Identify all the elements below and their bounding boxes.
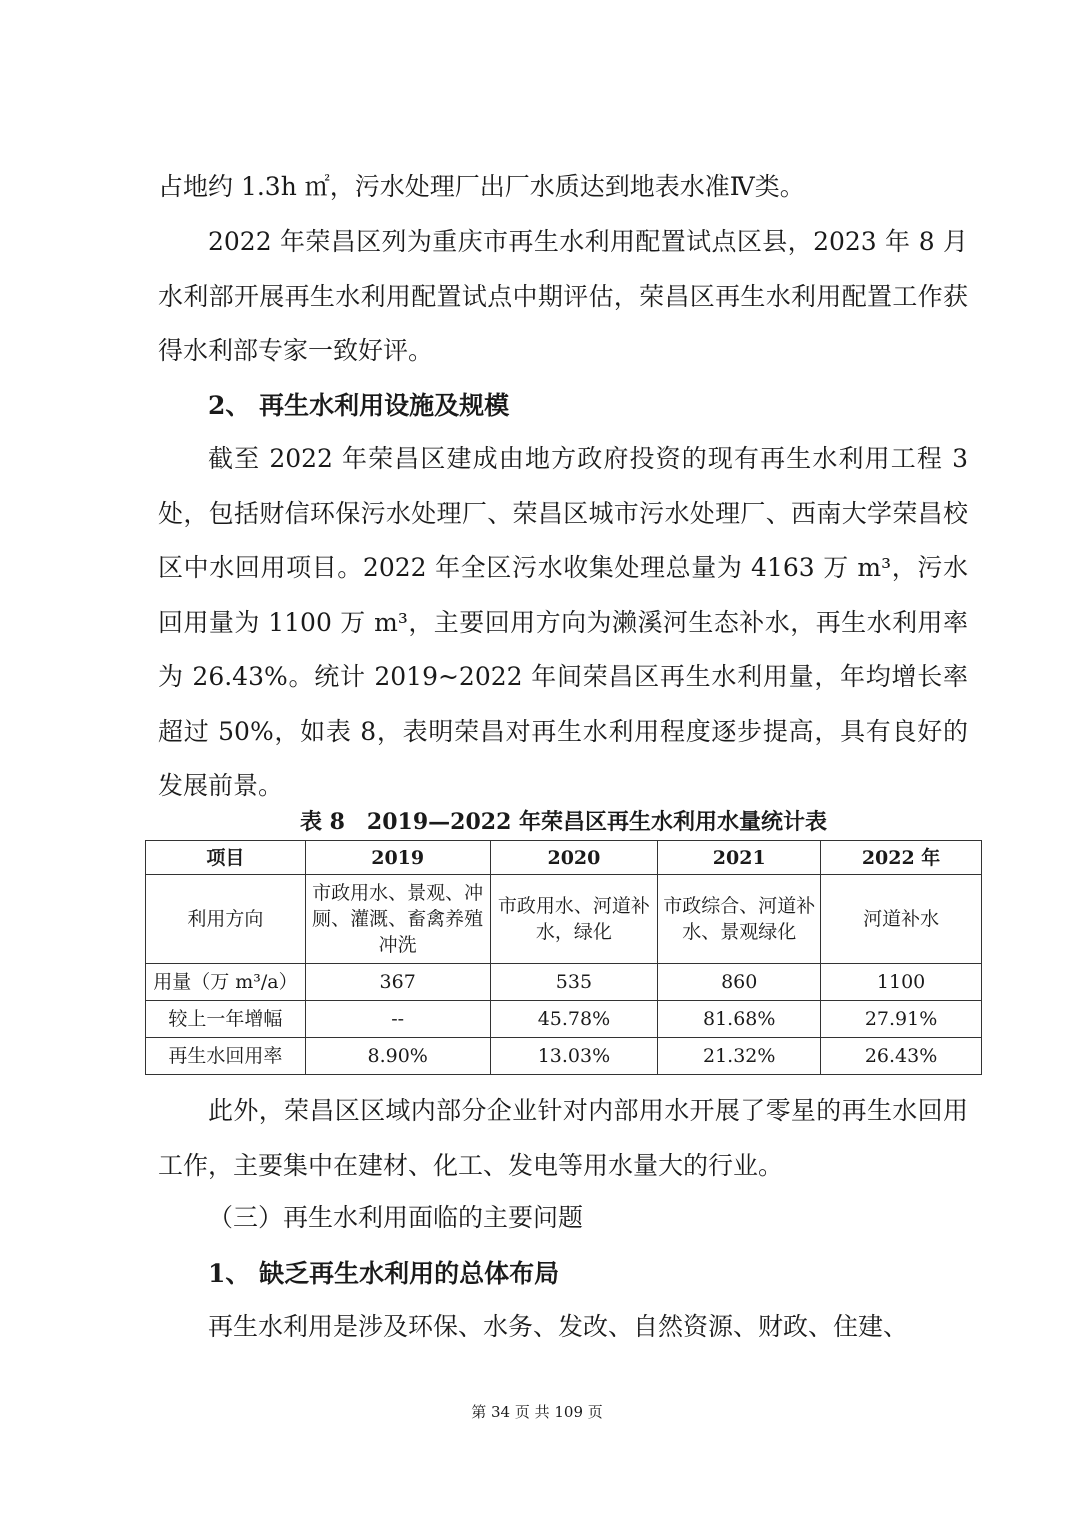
section-heading-layout: 1、 缺乏再生水利用的总体布局 bbox=[208, 1259, 560, 1288]
table-cell: 81.68% bbox=[658, 1001, 821, 1038]
table-cell: -- bbox=[305, 1001, 490, 1038]
table-cell: 45.78% bbox=[490, 1001, 658, 1038]
table-cell: 13.03% bbox=[490, 1038, 658, 1075]
paragraph-enterprise-reuse: 此外，荣昌区区域内部分企业针对内部用水开展了零星的再生水回用工作，主要集中在建材、化工、发电等用水量大的行业。 bbox=[158, 1096, 968, 1180]
paragraph-layout: 再生水利用是涉及环保、水务、发改、自然资源、财政、住建、 bbox=[208, 1312, 909, 1341]
reuse-stats-table bbox=[145, 840, 982, 1075]
table-cell: 利用方向 bbox=[146, 875, 306, 964]
table-cell: 较上一年增幅 bbox=[146, 1001, 306, 1038]
table-cell: 26.43% bbox=[821, 1038, 982, 1075]
table-header-cell: 2020 bbox=[490, 841, 658, 875]
paragraph-continuation: 占地约 1.3h ㎡，污水处理厂出厂水质达到地表水准Ⅳ类。 bbox=[158, 172, 805, 201]
table-row bbox=[146, 875, 982, 964]
table-cell: 535 bbox=[490, 964, 658, 1001]
table-cell: 河道补水 bbox=[821, 875, 982, 964]
table-cell: 8.90% bbox=[305, 1038, 490, 1075]
paragraph-pilot-county: 2022 年荣昌区列为重庆市再生水利用配置试点区县，2023 年 8 月水利部开展再生水利用配置试点中期评估，荣昌区再生水利用配置工作获得水利部专家一致好评。 bbox=[158, 227, 968, 365]
page-number: 第 34 页 共 109 页 bbox=[471, 1403, 603, 1421]
table-cell: 市政综合、河道补水、景观绿化 bbox=[658, 875, 821, 964]
table-header-cell: 2019 bbox=[305, 841, 490, 875]
table-header-row bbox=[146, 841, 982, 875]
table-cell: 367 bbox=[305, 964, 490, 1001]
table-row bbox=[146, 1038, 982, 1075]
table-cell: 市政用水、河道补水，绿化 bbox=[490, 875, 658, 964]
paragraph-facilities: 截至 2022 年荣昌区建成由地方政府投资的现有再生水利用工程 3 处，包括财信环保污水处理厂、荣昌区城市污水处理厂、西南大学荣昌校区中水回用项目。2022 年全区污水收集处理总量为 4163 万 m³，污水回用量为 1100 万 m³，主要回用方向为濑溪河生态补水，再生水利用率为 26.43%。统计 2019~2022 年间荣昌区再生水利用量，年均增长率超过 50%，如表 8，表明荣昌对再生水利用程度逐步提高，具有良好的发展前景。 bbox=[158, 444, 968, 800]
table-cell: 21.32% bbox=[658, 1038, 821, 1075]
table-header-cell: 项目 bbox=[146, 841, 306, 875]
section-heading-facilities: 2、 再生水利用设施及规模 bbox=[208, 391, 510, 420]
table-cell: 市政用水、景观、冲厕、灌溉、畜禽养殖冲洗 bbox=[305, 875, 490, 964]
table-cell: 860 bbox=[658, 964, 821, 1001]
table-header-cell: 2021 bbox=[658, 841, 821, 875]
table-cell: 1100 bbox=[821, 964, 982, 1001]
section-heading-problems: （三）再生水利用面临的主要问题 bbox=[208, 1203, 584, 1232]
table-row bbox=[146, 964, 982, 1001]
table-caption: 表 8 2019—2022 年荣昌区再生水利用水量统计表 bbox=[299, 809, 828, 835]
table-cell: 用量（万 m³/a） bbox=[146, 964, 306, 1001]
table-cell: 27.91% bbox=[821, 1001, 982, 1038]
table-row bbox=[146, 1001, 982, 1038]
table-header-cell: 2022 年 bbox=[821, 841, 982, 875]
table-cell: 再生水回用率 bbox=[146, 1038, 306, 1075]
